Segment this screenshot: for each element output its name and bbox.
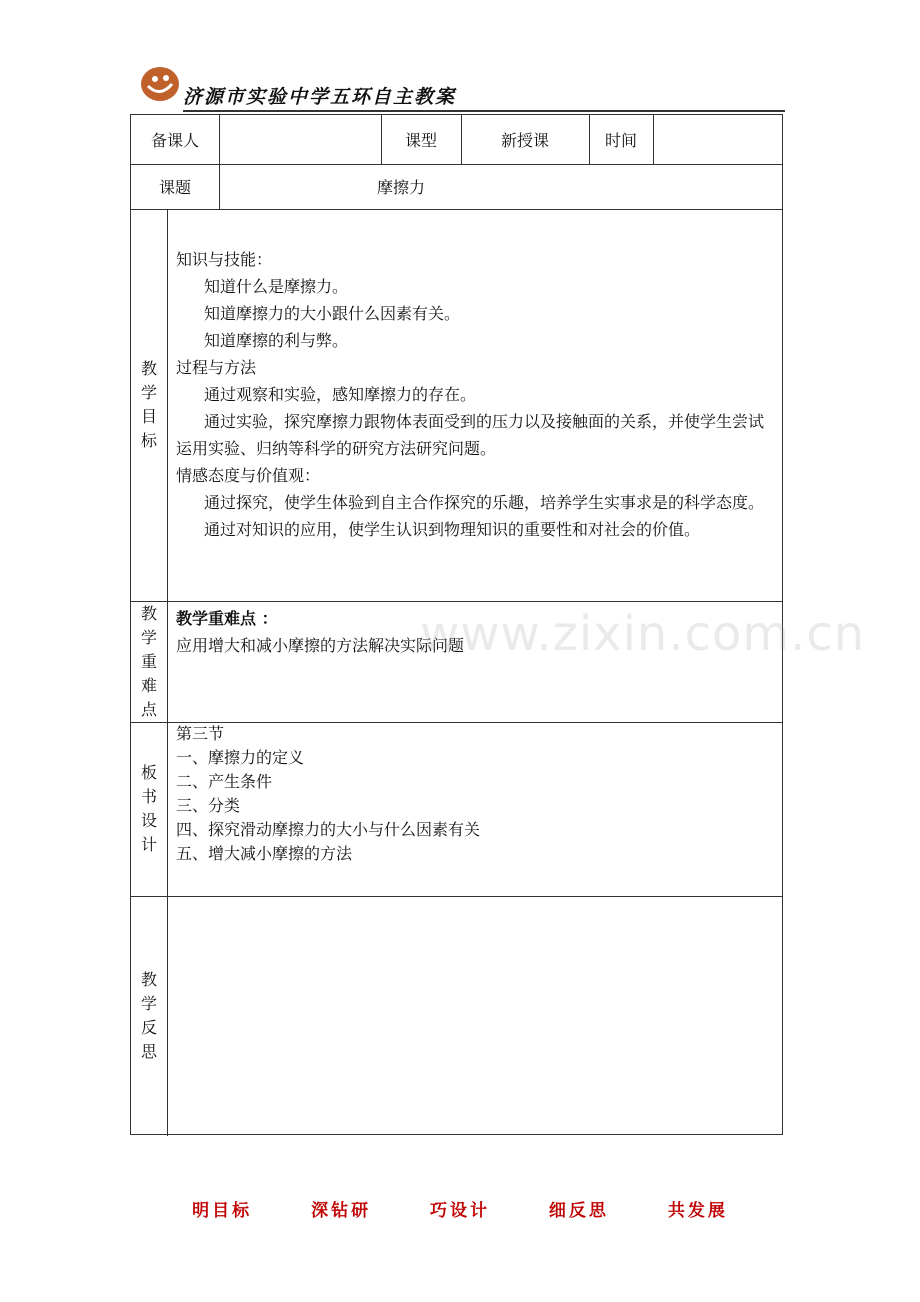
label-char: 学 (140, 383, 157, 402)
key-points-title: 教学重难点 ： (176, 609, 278, 628)
knowledge-item: 知道摩擦的利与弊。 (204, 331, 349, 350)
preparer-label: 备课人 (150, 131, 199, 150)
knowledge-item: 知道什么是摩擦力。 (204, 277, 349, 296)
lesson-type-label: 课型 (404, 131, 437, 150)
row-divider (131, 601, 782, 602)
label-char: 反 (140, 1018, 157, 1037)
time-value (653, 115, 784, 164)
label-char: 教 (140, 359, 157, 378)
school-logo-icon (140, 66, 180, 102)
key-points-text: 应用增大和减小摩擦的方法解决实际问题 (176, 636, 465, 655)
reflection-label (131, 896, 167, 1136)
board-line: 五、增大减小摩擦的方法 (176, 844, 353, 863)
board-line: 四、探究滑动摩擦力的大小与什么因素有关 (176, 820, 481, 839)
attitude-item: 通过探究，使学生体验到自主合作探究的乐趣，培养学生实事求是的科学态度。 (204, 493, 765, 512)
label-char: 学 (140, 627, 157, 647)
label-char: 学 (140, 994, 157, 1013)
row-divider (131, 209, 782, 210)
lesson-type-value: 新授课 (500, 131, 549, 150)
key-points-label (131, 601, 167, 722)
board-line: 第三节 (176, 724, 225, 743)
board-content (168, 722, 784, 866)
footer-item: 巧设计 (430, 1201, 490, 1221)
label-char: 重 (140, 651, 157, 671)
label-char: 教 (140, 970, 157, 989)
board-line: 三、分类 (176, 796, 241, 815)
board-line: 二、产生条件 (176, 772, 273, 791)
process-item: 通过观察和实验，感知摩擦力的存在。 (204, 385, 477, 404)
label-char: 设 (140, 811, 157, 830)
label-char: 点 (140, 699, 157, 719)
footer-item: 深钻研 (311, 1201, 372, 1221)
footer-item: 明目标 (192, 1201, 253, 1221)
header-rule (183, 110, 785, 112)
topic-value: 摩擦力 (377, 178, 426, 197)
label-char: 书 (140, 787, 157, 806)
preparer-value (219, 115, 381, 164)
school-title: 济源市实验中学五环自主教案 (183, 86, 457, 108)
footer-motto (0, 1196, 920, 1221)
objectives-content (168, 246, 784, 543)
attitude-title: 情感态度与价值观： (176, 466, 321, 485)
process-item: 通过实验，探究摩擦力跟物体表面受到的压力以及接触面的关系，并使学生尝试运用实验、归纳等科学的研究方法研究问题。 (176, 412, 765, 458)
footer-item: 共发展 (667, 1201, 728, 1221)
objectives-label (131, 209, 167, 601)
attitude-item: 通过对知识的应用，使学生认识到物理知识的重要性和对社会的价值。 (204, 520, 701, 539)
footer-item: 细反思 (548, 1201, 609, 1221)
col-divider (219, 164, 220, 209)
label-char: 标 (140, 431, 157, 450)
topic-label: 课题 (158, 178, 191, 197)
label-char: 难 (140, 675, 157, 695)
page-header (140, 66, 785, 114)
watermark: www.zixin.com.cn (420, 606, 866, 662)
process-title: 过程与方法 (176, 358, 257, 377)
time-label: 时间 (604, 131, 637, 150)
board-label (131, 722, 167, 896)
label-char: 教 (140, 603, 157, 623)
label-char: 思 (140, 1042, 157, 1061)
label-char: 板 (140, 763, 157, 782)
knowledge-item: 知道摩擦力的大小跟什么因素有关。 (204, 304, 461, 323)
label-char: 目 (140, 407, 157, 426)
knowledge-title: 知识与技能： (176, 250, 273, 269)
reflection-content (168, 897, 784, 1135)
label-char: 计 (140, 835, 157, 854)
board-line: 一、摩擦力的定义 (176, 748, 305, 767)
